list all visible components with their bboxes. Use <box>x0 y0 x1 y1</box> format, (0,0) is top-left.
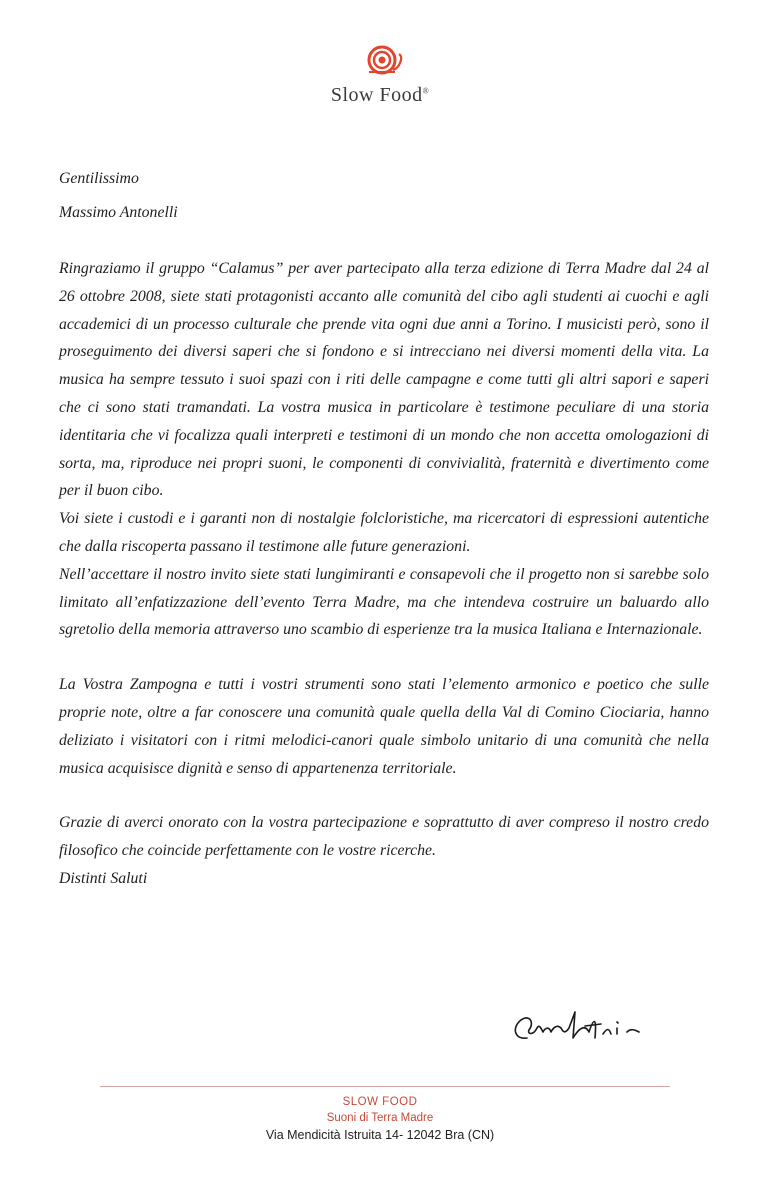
snail-logo-icon <box>355 38 405 78</box>
closing-greeting: Distinti Saluti <box>59 869 148 887</box>
brand-name <box>0 84 760 107</box>
footer-organization: SLOW FOOD <box>342 1096 418 1108</box>
registered-mark: ® <box>422 86 430 96</box>
brand-name-text: Slow Food <box>330 84 423 106</box>
signature <box>505 998 655 1053</box>
paragraph-gratitude: Grazie di averci onorato con la vostra partecipazione e soprattutto di aver compreso il nostro credo filosofico che coincide perfettamente con le vostre ricerche. <box>59 814 709 860</box>
salutation-greeting: Gentilissimo <box>59 170 139 187</box>
footer-divider <box>100 1086 670 1087</box>
paragraph-custodians: Voi siete i custodi e i garanti non di nostalgie folcloristiche, ma ricercatori di espressioni autentiche che dalla riscoperta passano il testimone alle future generazioni. <box>59 510 709 555</box>
letter-body <box>59 255 709 893</box>
footer-subtitle: Suoni di Terra Madre <box>326 1112 434 1124</box>
paragraph-invitation: Nell’accettare il nostro invito siete stati lungimiranti e consapevoli che il progetto non si sarebbe solo limitato all’enfatizzazione dell’evento Terra Madre, ma che intendeva costruire un baluardo allo sgretolio della memoria attraverso uno scambio di esperienze tra la musica Italiana e Internazionale. <box>59 565 709 639</box>
recipient-name: Massimo Antonelli <box>59 204 178 221</box>
paragraph-thanks: Ringraziamo il gruppo “Calamus” per aver partecipato alla terza edizione di Terra Madre dal 24 al 26 ottobre 2008, siete stati protagonisti accanto alle comunità del cibo agli studenti ai cuochi e agli accademici di un processo culturale che prende vita ogni due anni a Torino. I musicisti però, sono il proseguimento dei diversi saperi che si fondono e si intrecciano nei diversi momenti della vita. La musica ha sempre tessuto i suoi spazi con i riti delle campagne e come tutti gli altri sapori e saperi che ci sono stati tramandati. La vostra musica in particolare è testimone peculiare di una storia identitaria che vi focalizza quali interpreti e testimoni di un mondo che non accetta omologazioni di sorta, ma, riproduce nei propri suoni, le componenti di convivialità, fraternità e divertimento come per il buon cibo. <box>59 260 709 500</box>
footer-address: Via Mendicità Istruita 14- 12042 Bra (CN) <box>265 1128 495 1142</box>
paragraph-zampogna: La Vostra Zampogna e tutti i vostri strumenti sono stati l’elemento armonico e poetico che sulle proprie note, oltre a far conoscere una comunità quale quella della Val di Comino Ciociaria, hanno deliziato i visitatori con i ritmi melodici-canori quale simbolo unitario di una comunità che nella musica acquisisce dignità e senso di appartenenza territoriale. <box>59 676 709 777</box>
salutation <box>59 162 709 230</box>
